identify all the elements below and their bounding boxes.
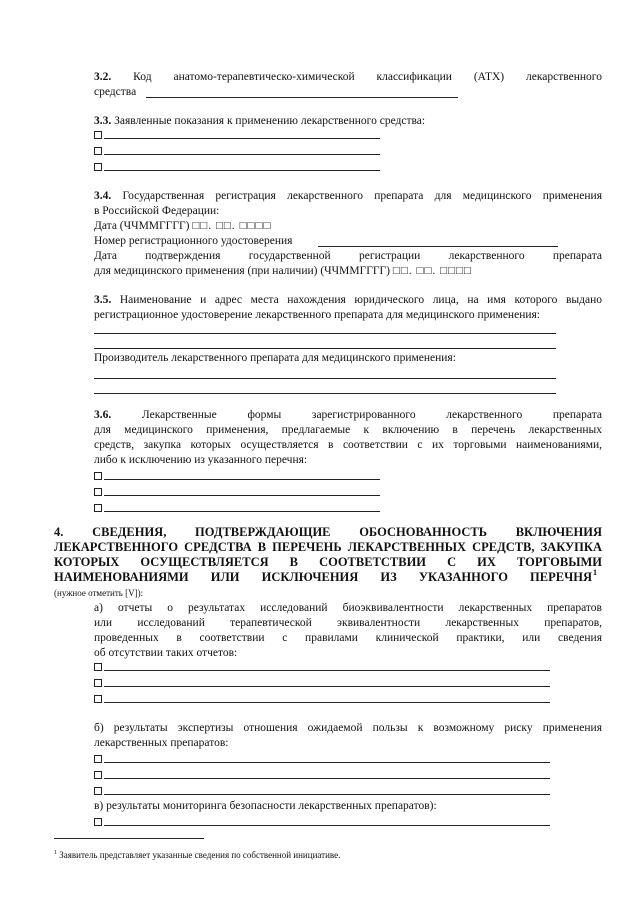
b-field-1[interactable] — [104, 762, 550, 763]
c-line1: в) результаты мониторинга безопасности лекарственных препаратов): — [94, 800, 437, 812]
confirm-date-label: для медицинского применения (при наличии) (ЧЧММГГГГ) — [94, 265, 391, 277]
s34-title: Государственная регистрация лекарственного препарата для медицинского применения — [111, 190, 602, 202]
s34-number: 3.4. — [94, 190, 112, 202]
confirm-date-boxes[interactable]: □□. □□. □□□□ — [392, 265, 472, 277]
s34-line1 — [94, 189, 602, 203]
reg-date-boxes[interactable]: □□. □□. □□□□ — [192, 220, 272, 232]
a-checkbox-2[interactable] — [94, 679, 102, 687]
footnote-text: Заявитель представляет указанные сведения по собственной инициативе. — [59, 850, 341, 860]
s34-line2: в Российской Федерации: — [94, 205, 220, 217]
confirm-date-row — [94, 264, 472, 278]
dosage-form-field-2[interactable] — [104, 495, 380, 496]
a-field-2[interactable] — [104, 686, 550, 687]
reg-number-label: Номер регистрационного удостоверения — [94, 235, 293, 247]
b-line2: лекарственных препаратов: — [94, 737, 229, 749]
indication-checkbox-1[interactable] — [94, 131, 102, 139]
a-field-1[interactable] — [104, 670, 550, 671]
footnote-separator — [54, 838, 204, 839]
s32-title: Код анатомо-терапевтическо-химической классификации (АТХ) лекарственного — [111, 71, 602, 83]
manufacturer-label: Производитель лекарственного препарата для медицинского применения: — [94, 352, 456, 364]
s36-title: Лекарственные формы зарегистрированного лекарственного препарата — [111, 409, 602, 421]
s32-number: 3.2. — [94, 71, 112, 83]
dosage-form-checkbox-3[interactable] — [94, 504, 102, 512]
s32-line2: средства — [94, 86, 137, 98]
s4-heading-line2: ЛЕКАРСТВЕННОГО СРЕДСТВА В ПЕРЕЧЕНЬ ЛЕКАРСТВЕННЫХ СРЕДСТВ, ЗАКУПКА — [54, 540, 602, 554]
a-checkbox-3[interactable] — [94, 695, 102, 703]
s35-line1 — [94, 293, 602, 307]
a-line2: или исследований терапевтической эквивалентности лекарственных препаратов, — [94, 617, 602, 629]
s4-heading-line1: 4. СВЕДЕНИЯ, ПОДТВЕРЖДАЮЩИЕ ОБОСНОВАННОСТЬ ВКЛЮЧЕНИЯ — [54, 525, 602, 539]
dosage-form-checkbox-2[interactable] — [94, 488, 102, 496]
a-line4: об отсутствии таких отчетов: — [94, 647, 238, 659]
manufacturer-field-1[interactable] — [94, 378, 556, 379]
c-field-1[interactable] — [104, 825, 550, 826]
s4-heading-line4 — [54, 570, 592, 585]
s4-note: (нужное отметить [V]): — [54, 588, 144, 598]
s36-line1 — [94, 408, 602, 422]
s33-title: Заявленные показания к применению лекарственного средства: — [111, 115, 426, 127]
a-line3: проведенных в соответствии с правилами клинической практики, или сведения — [94, 632, 602, 644]
s35-line2: регистрационное удостоверение лекарственного препарата для медицинского применения: — [94, 309, 540, 321]
a-field-3[interactable] — [104, 702, 550, 703]
dosage-form-field-1[interactable] — [104, 479, 380, 480]
dosage-form-checkbox-1[interactable] — [94, 472, 102, 480]
b-field-3[interactable] — [104, 794, 550, 795]
c-checkbox-1[interactable] — [94, 818, 102, 826]
confirm-date-line1: Дата подтверждения государственной регистрации лекарственного препарата — [94, 250, 602, 262]
s36-line3: средств, закупка которых осуществляется в соответствии с их торговыми наименованиями, — [94, 439, 602, 451]
s33-number: 3.3. — [94, 115, 112, 127]
indication-field-3[interactable] — [104, 170, 380, 171]
reg-number-field[interactable] — [318, 246, 558, 247]
b-checkbox-2[interactable] — [94, 771, 102, 779]
b-checkbox-3[interactable] — [94, 787, 102, 795]
s4-heading-line3: КОТОРЫХ ОСУЩЕСТВЛЯЕТСЯ В СООТВЕТСТВИИ С ИХ ТОРГОВЫМИ — [54, 555, 602, 569]
manufacturer-field-2[interactable] — [94, 393, 556, 394]
a-checkbox-1[interactable] — [94, 663, 102, 671]
s36-number: 3.6. — [94, 409, 112, 421]
s35-number: 3.5. — [94, 294, 112, 306]
b-line1: б) результаты экспертизы отношения ожидаемой пользы к возможному риску применения — [94, 722, 602, 734]
dosage-form-field-3[interactable] — [104, 511, 380, 512]
s4-footnote-mark: 1 — [593, 568, 597, 577]
holder-field-1[interactable] — [94, 333, 556, 334]
s36-line2: для медицинского применения, предлагаемые к включению в перечень лекарственных — [94, 424, 602, 436]
s32-line1 — [94, 70, 602, 84]
indication-field-1[interactable] — [104, 138, 380, 139]
holder-field-2[interactable] — [94, 348, 556, 349]
b-checkbox-1[interactable] — [94, 755, 102, 763]
s33-heading — [94, 114, 425, 128]
b-field-2[interactable] — [104, 778, 550, 779]
indication-checkbox-3[interactable] — [94, 163, 102, 171]
s4-heading-text: НАИМЕНОВАНИЯМИ ИЛИ ИСКЛЮЧЕНИЯ ИЗ УКАЗАННОГО ПЕРЕЧНЯ — [54, 570, 592, 584]
footnote-mark: 1 — [54, 850, 57, 856]
indication-checkbox-2[interactable] — [94, 147, 102, 155]
s35-title: Наименование и адрес места нахождения юридического лица, на имя которого выдано — [111, 294, 602, 306]
reg-date-row — [94, 219, 271, 233]
s36-line4: либо к исключению из указанного перечня: — [94, 454, 308, 466]
atx-code-field[interactable] — [146, 97, 458, 98]
reg-date-label: Дата (ЧЧММГГГГ) — [94, 220, 190, 232]
a-line1: а) отчеты о результатах исследований биоэквивалентности лекарственных препаратов — [94, 602, 602, 614]
indication-field-2[interactable] — [104, 154, 380, 155]
footnote — [54, 846, 340, 862]
